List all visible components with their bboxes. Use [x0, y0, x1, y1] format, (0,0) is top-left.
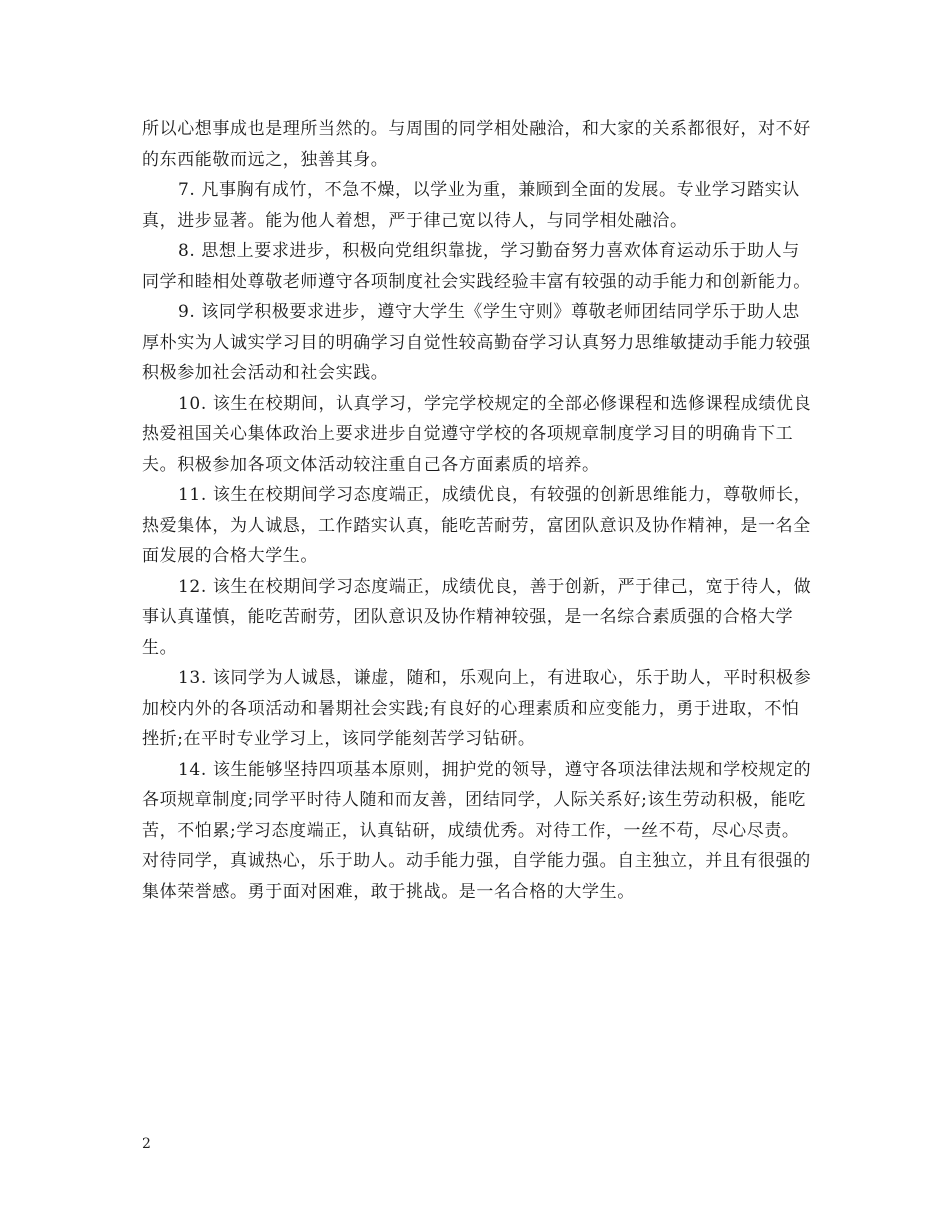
paragraph-item-7: 7. 凡事胸有成竹，不急不燥，以学业为重，兼顾到全面的发展。专业学习踏实认真，进步显著。能为他人着想，严于律己宽以待人，与同学相处融洽。 [142, 180, 800, 231]
paragraph-item-12: 12. 该生在校期间学习态度端正，成绩优良，善于创新，严于律己，宽于待人，做事认真谨慎，能吃苦耐劳，团队意识及协作精神较强，是一名综合素质强的合格大学生。 [142, 576, 812, 658]
paragraph-item-14: 14. 该生能够坚持四项基本原则，拥护党的领导，遵守各项法律法规和学校规定的各项规章制度;同学平时待人随和而友善，团结同学，人际关系好;该生劳动积极，能吃苦，不怕累;学习态度端正，认真钻研，成绩优秀。对待工作，一丝不苟，尽心尽责。对待同学，真诚热心，乐于助人。动手能力强，自学能力强。自主独立，并且有很强的集体荣誉感。勇于面对困难，敢于挑战。是一名合格的大学生。 [142, 759, 812, 902]
page-number: 2 [142, 1136, 151, 1152]
paragraph-item-10: 10. 该生在校期间，认真学习，学完学校规定的全部必修课程和选修课程成绩优良热爱祖国关心集体政治上要求进步自觉遵守学校的各项规章制度学习目的明确肯下工夫。积极参加各项文体活动较注重自己各方面素质的培养。 [142, 393, 812, 475]
paragraph-continuation: 所以心想事成也是理所当然的。与周围的同学相处融洽，和大家的关系都很好，对不好的东西能敬而远之，独善其身。 [142, 119, 811, 170]
paragraph-item-9: 9. 该同学积极要求进步，遵守大学生《学生守则》尊敬老师团结同学乐于助人忠厚朴实为人诚实学习目的明确学习自觉性较高勤奋学习认真努力思维敏捷动手能力较强积极参加社会活动和社会实践。 [142, 302, 811, 383]
paragraph-item-8: 8. 思想上要求进步，积极向党组织靠拢，学习勤奋努力喜欢体育运动乐于助人与同学和睦相处尊敬老师遵守各项制度社会实践经验丰富有较强的动手能力和创新能力。 [142, 241, 811, 292]
document-body [142, 114, 814, 907]
paragraph-item-11: 11. 该生在校期间学习态度端正，成绩优良，有较强的创新思维能力，尊敬师长，热爱集体，为人诚恳，工作踏实认真，能吃苦耐劳，富团队意识及协作精神，是一名全面发展的合格大学生。 [142, 485, 812, 566]
paragraph-item-13: 13. 该同学为人诚恳，谦虚，随和，乐观向上，有进取心，乐于助人，平时积极参加校内外的各项活动和暑期社会实践;有良好的心理素质和应变能力，勇于进取，不怕挫折;在平时专业学习上，该同学能刻苦学习钻研。 [142, 668, 812, 749]
